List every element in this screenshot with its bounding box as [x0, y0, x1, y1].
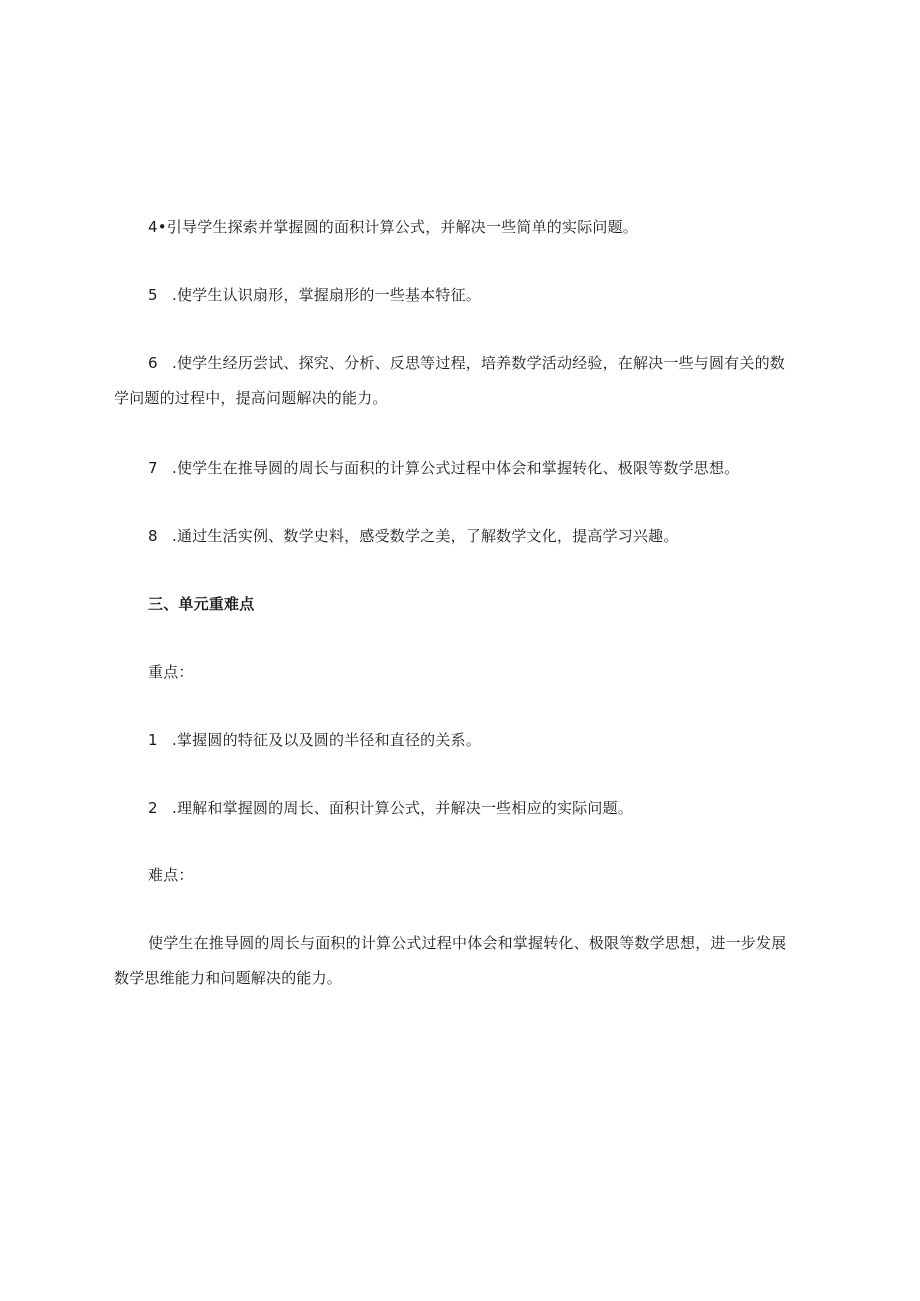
objective-item-5	[148, 284, 481, 306]
objective-item-7	[148, 457, 739, 479]
item-text: .使学生认识扇形，掌握扇形的一些基本特征。	[172, 286, 481, 304]
item-number: 1	[148, 731, 158, 749]
item-number: 7	[148, 459, 158, 477]
section-heading: 三、单元重难点	[148, 595, 255, 613]
item-text: 引导学生探索并掌握圆的面积计算公式，并解决一些简单的实际问题。	[166, 218, 639, 236]
item-text: .理解和掌握圆的周长、面积计算公式，并解决一些相应的实际问题。	[172, 799, 633, 817]
item-number: 6	[148, 354, 158, 372]
difficulty-label: 难点：	[148, 866, 194, 884]
key-point-1	[148, 729, 481, 751]
difficulty-paragraph: 使学生在推导圆的周长与面积的计算公式过程中体会和掌握转化、极限等数学思想，进一步发展数学思维能力和问题解决的能力。	[114, 934, 787, 987]
item-number: 5	[148, 286, 158, 304]
item-number: 2	[148, 799, 158, 817]
item-text: .使学生在推导圆的周长与面积的计算公式过程中体会和掌握转化、极限等数学思想。	[172, 459, 740, 477]
objective-item-8	[148, 525, 679, 547]
item-number: 4•	[148, 218, 167, 236]
key-points-label: 重点：	[148, 663, 194, 681]
key-point-2	[148, 797, 633, 819]
item-text: .通过生活实例、数学史料，感受数学之美，了解数学文化，提高学习兴趣。	[172, 527, 679, 545]
objective-item-4	[148, 216, 638, 238]
item-number: 8	[148, 527, 158, 545]
item-text: .使学生经历尝试、探究、分析、反思等过程，培养数学活动经验，在解决一些与圆有关的数学问题的过程中，提高问题解决的能力。	[114, 354, 785, 407]
item-text: .掌握圆的特征及以及圆的半径和直径的关系。	[172, 731, 481, 749]
objective-item-6	[114, 346, 798, 416]
